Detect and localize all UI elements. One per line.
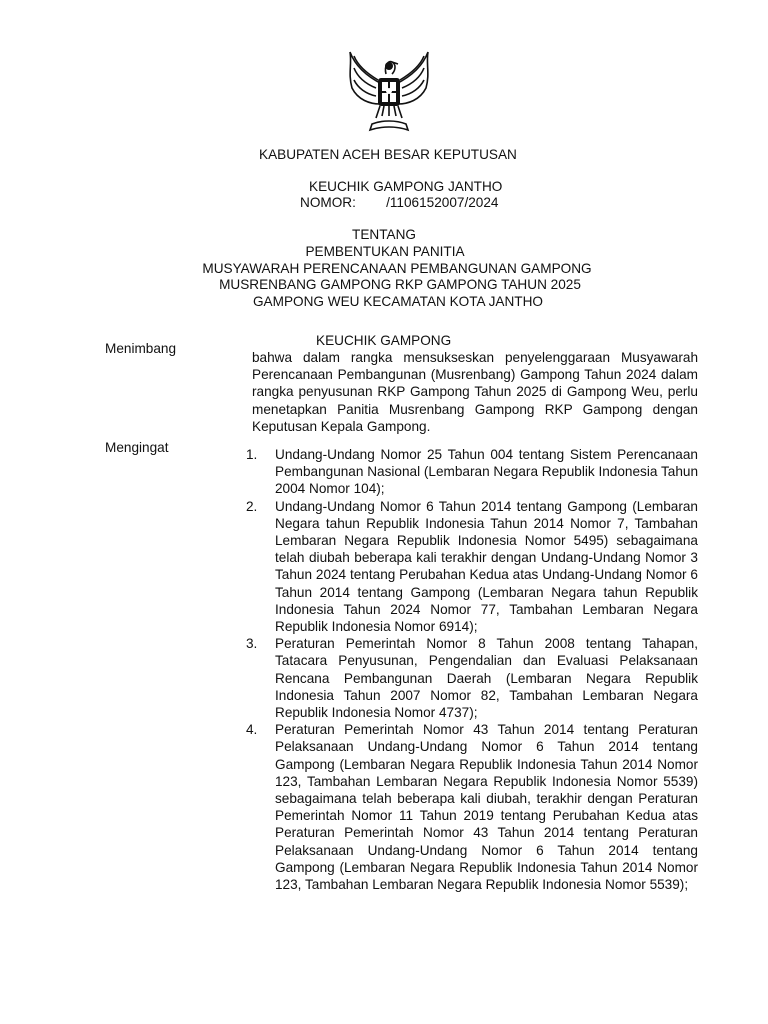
list-item-number: 4. [246, 722, 258, 738]
title-line-4: GAMPONG WEU KECAMATAN KOTA JANTHO [252, 294, 544, 309]
list-item-text: Undang-Undang Nomor 6 Tahun 2014 tentang Gampong (Lembaran Negara tahun Republik Indonesia Tahun 2014 Nomor 7, Tambahan Lembaran Negara Republik Indonesia Nomor 5495) sebagaimana telah diubah beberapa kali terakhir dengan Undang-Undang Nomor 3 Tahun 2024 tentang Perubahan Kedua atas Undang-Undang Nomor 6 Tahun 2014 tentang Gampong (Lembaran Negara tahun Republik Indonesia Tahun 2024 Nomor 77, Tambahan Lembaran Negara Republik Indonesia Nomor 6914); [275, 498, 698, 635]
list-item [246, 721, 698, 893]
title-line-1: PEMBENTUKAN PANITIA [305, 244, 465, 259]
title-line-2: MUSYAWARAH PERENCANAAN PEMBANGUNAN GAMPONG [202, 261, 592, 276]
list-item [246, 446, 698, 498]
title-tentang: TENTANG [352, 227, 416, 242]
list-item [246, 498, 698, 636]
menimbang-text: bahwa dalam rangka mensukseskan penyelenggaraan Musyawarah Perencanaan Pembangunan (Musrenbang) Gampong Tahun 2024 dalam rangka penyusunan RKP Gampong Tahun 2025 di Gampong Weu, perlu menetapkan Panitia Musrenbang Gampong RKP Gampong dengan Keputusan Kepala Gampong. [252, 350, 698, 434]
menimbang-label: Menimbang [105, 341, 177, 356]
header-line-1: KABUPATEN ACEH BESAR KEPUTUSAN [259, 147, 517, 162]
mengingat-list [246, 446, 698, 893]
list-item-number: 1. [246, 447, 258, 462]
decree-number: NOMOR: /1106152007/2024 [300, 195, 499, 210]
title-line-3: MUSRENBANG GAMPONG RKP GAMPONG TAHUN 2025 [219, 277, 581, 292]
header-line-2: KEUCHIK GAMPONG JANTHO [309, 179, 503, 194]
issuer-heading: KEUCHIK GAMPONG [316, 333, 452, 348]
list-item-number: 3. [246, 636, 258, 652]
list-item-text: Undang-Undang Nomor 25 Tahun 004 tentang Sistem Perencanaan Pembangunan Nasional (Lembaran Negara Republik Indonesia Tahun 2004 Nomor 104); [275, 447, 698, 497]
list-item [246, 635, 698, 721]
list-item-text: Peraturan Pemerintah Nomor 8 Tahun 2008 tentang Tahapan, Tatacara Penyusunan, Pengendalian dan Evaluasi Pelaksanaan Rencana Pembangunan Daerah (Lembaran Negara Republik Indonesia Tahun 2007 Nomor 82, Tambahan Lembaran Negara Republik Indonesia Nomor 4737); [275, 636, 698, 721]
garuda-emblem-icon [342, 44, 436, 136]
list-item-text: Peraturan Pemerintah Nomor 43 Tahun 2014 tentang Peraturan Pelaksanaan Undang-Undang Nomor 6 Tahun 2014 tentang Gampong (Lembaran Negara Republik Indonesia Tahun 2014 Nomor 123, Tambahan Lembaran Negara Republik Indonesia Nomor 5539) sebagaimana telah beberapa kali diubah, terakhir dengan Peraturan Pemerintah Nomor 11 Tahun 2019 tentang Perubahan Kedua atas Peraturan Pemerintah Nomor 43 Tahun 2014 tentang Peraturan Pelaksanaan Undang-Undang Nomor 6 Tahun 2014 tentang Gampong (Lembaran Negara Republik Indonesia Tahun 2014 Nomor 123, Tambahan Lembaran Negara Republik Indonesia Nomor 5539); [275, 722, 698, 893]
list-item-number: 2. [246, 498, 258, 514]
mengingat-label: Mengingat [105, 440, 169, 455]
